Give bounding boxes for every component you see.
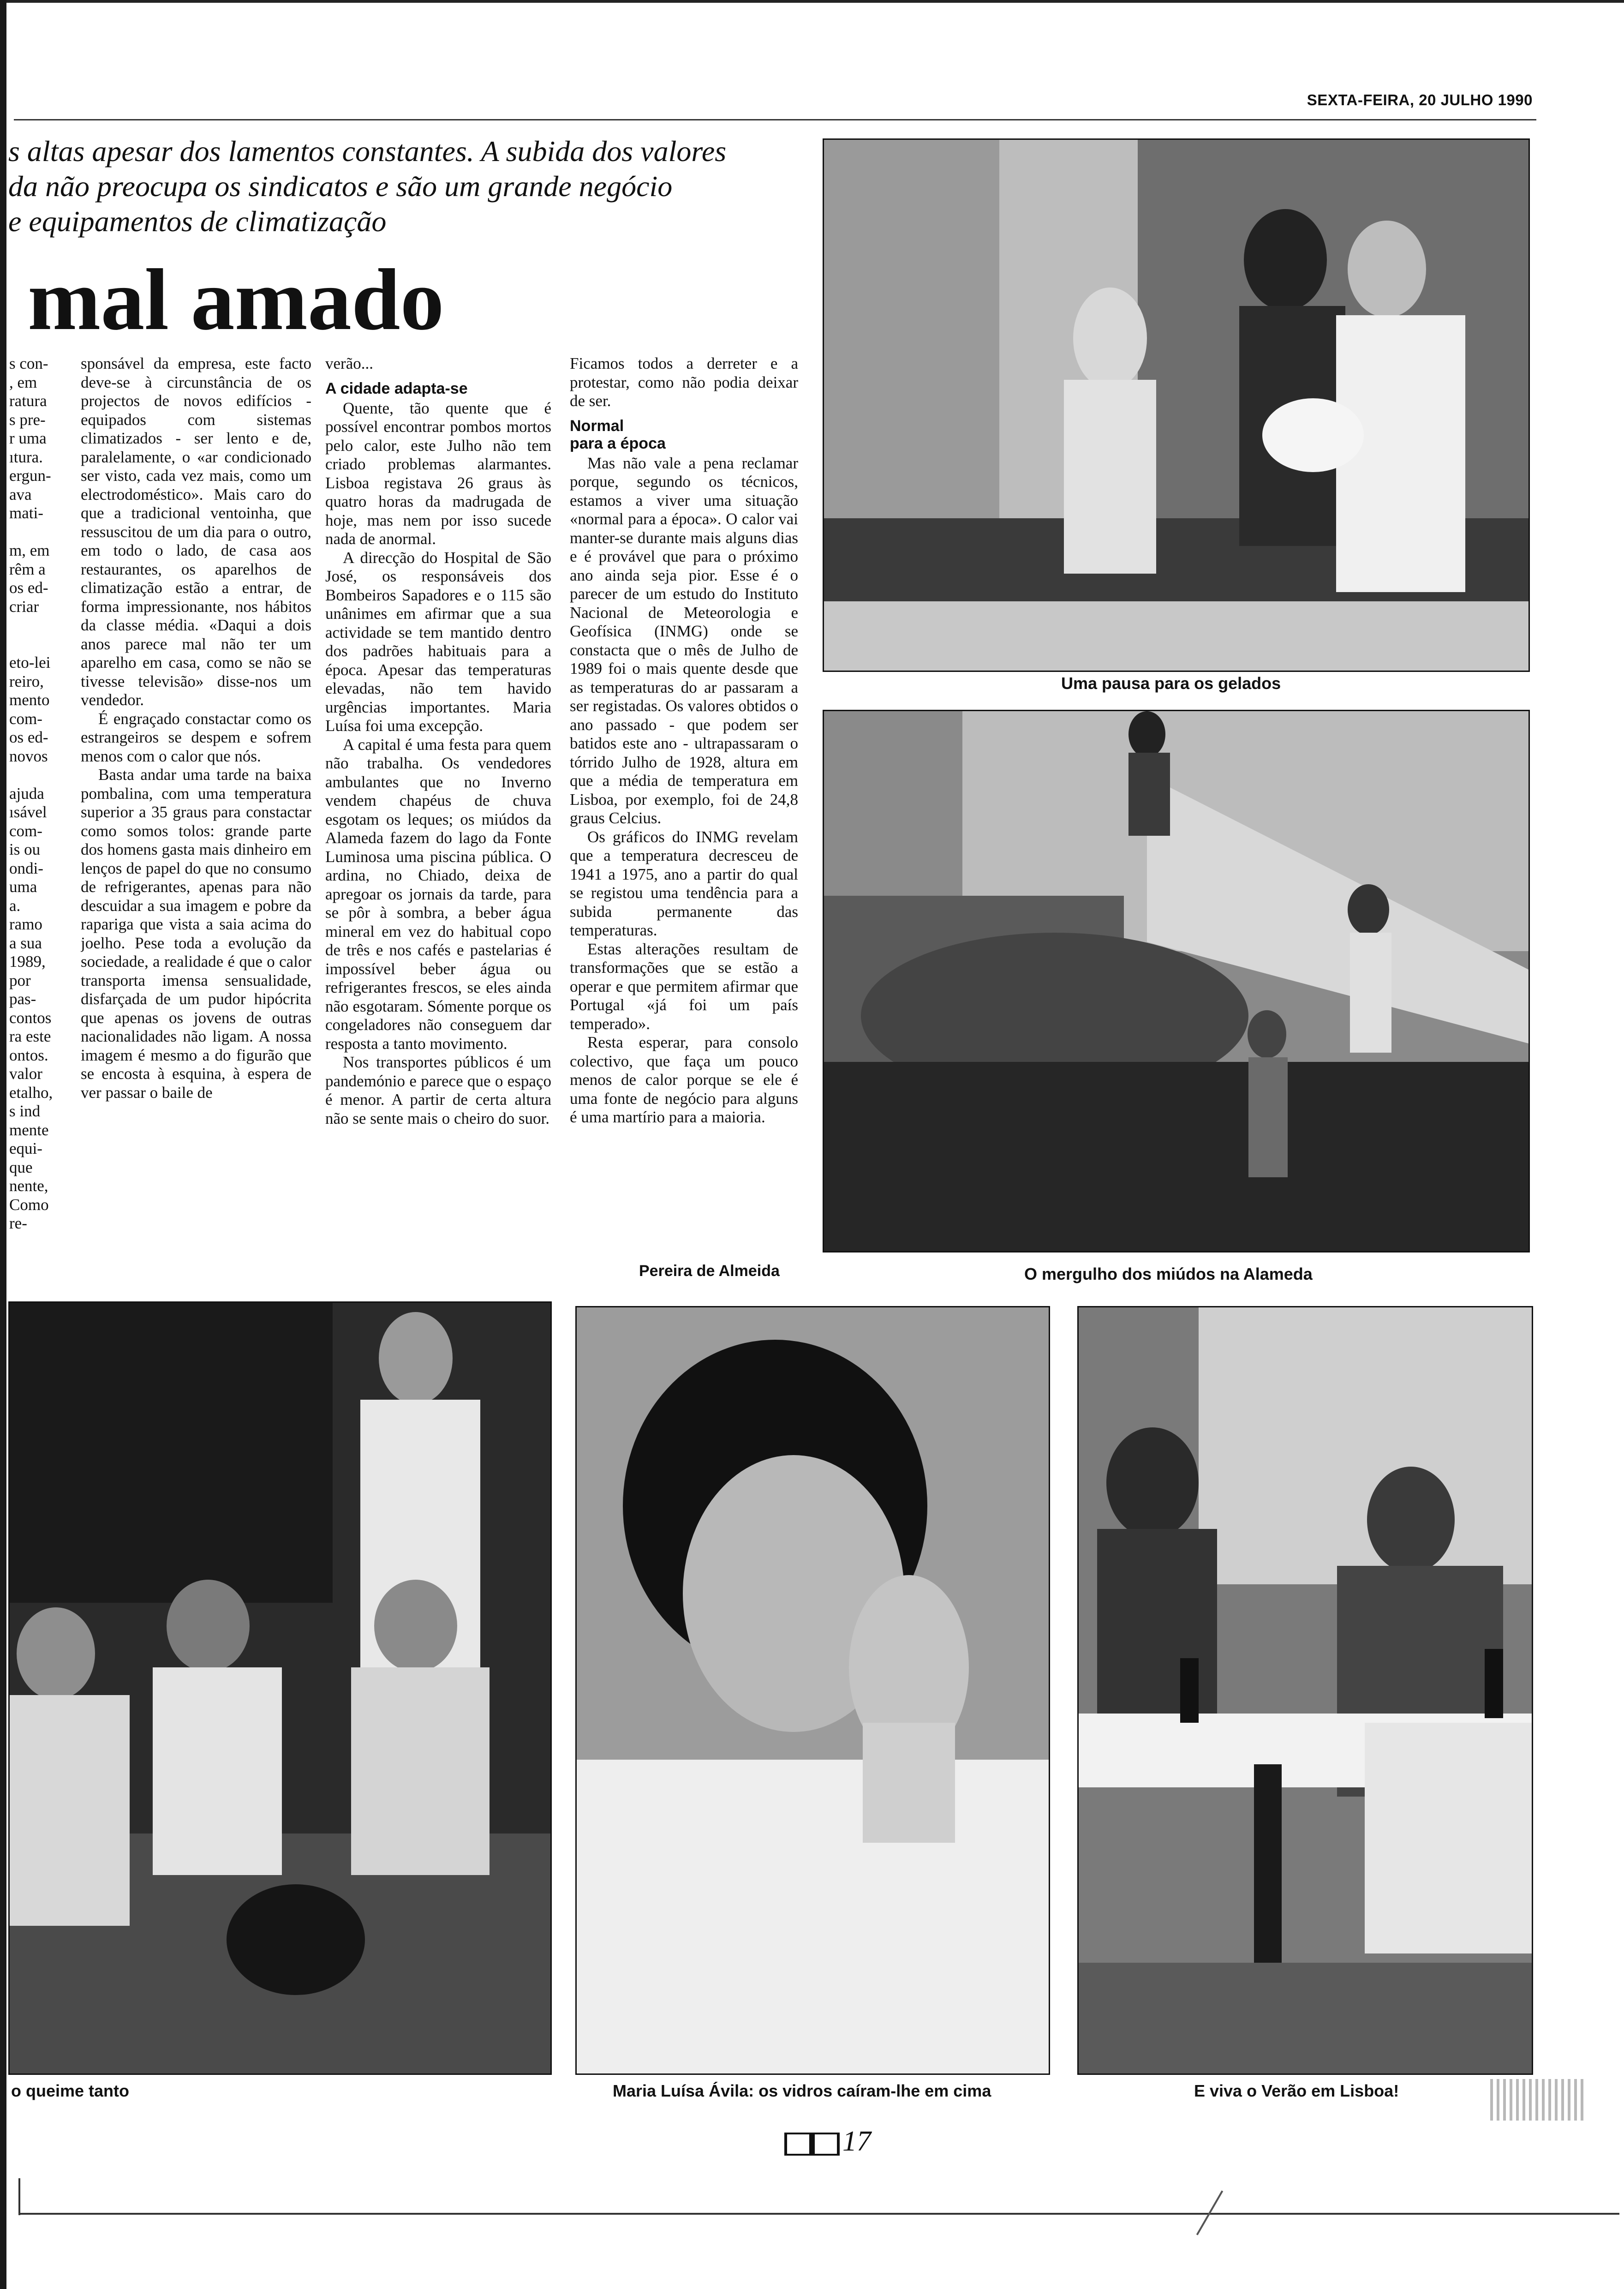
fragment-line: mento	[9, 691, 50, 709]
paragraph: Estas alterações resultam de transformações que se estão a operar e que permitem afirmar que Portugal «já foi um país temperado».	[570, 940, 798, 1033]
page-date: SEXTA-FEIRA, 20 JULHO 1990	[1307, 91, 1533, 108]
archive-stamp	[1490, 2079, 1587, 2121]
fragment-line: eto-lei	[9, 653, 51, 671]
fragment-line: mente	[9, 1121, 49, 1139]
paragraph: sponsável da empresa, este facto deve-se à circunstância de os projectos de novos edifícios - equipados com sistemas climatizados - ser lento e de, paralelamente, o «ar condicionado ser visto, cada vez mais, como um electrodoméstico». Mais caro do que a tradicional ventoinha, que ressuscitou de um dia para o outro, em todo o lado, de casa aos restaurantes, os aparelhos de climatização estão a entrar, de forma impressionante, nos hábitos da classe média. «Daqui a dois anos parece mal não ter um aparelho em casa, como se não se tivesse televisão» disse-nos um vendedor.	[81, 354, 311, 709]
fragment-line: por	[9, 971, 31, 989]
fragment-line: etalho,	[9, 1083, 53, 1102]
photo-alameda	[823, 710, 1530, 1252]
fragment-line: , em	[9, 373, 37, 391]
paragraph: Mas não vale a pena reclamar porque, segundo os técnicos, estamos a viver uma situação «normal para a época». O calor vai manter-se durante mais alguns dias e é provável que para o próximo ano ainda seja pior. Esse é o parecer de um estudo do Instituto Nacional de Meteorologia e Geofísica (INMG) onde se constacta que o mês de Julho de 1989 foi o mais quente desde que as temperaturas do ar passaram a ser registadas. Os valores obtidos o ano passado - que podem ser batidos este ano - ultrapassaram o tórrido Julho de 1928, altura em que a média de temperatura em Lisboa, por exemplo, foi de 24,8 graus Celcius.	[570, 454, 798, 827]
paragraph: Resta esperar, para consolo colectivo, que faça um pouco menos de calor porque se ele é uma fonte de negócio para alguns é uma martírio para a maioria.	[570, 1033, 798, 1126]
fragment-line: m, em	[9, 541, 50, 559]
paragraph: Nos transportes públicos é um pandemónio e parece que o espaço é menor. A partir de certa altura não se sente mais o cheiro do suor.	[325, 1053, 551, 1127]
photo-maria-luisa	[575, 1306, 1050, 2075]
fragment-line: ısável	[9, 803, 47, 821]
header-rule	[14, 119, 1536, 120]
top-border	[0, 0, 1624, 3]
fragment-line: ratura	[9, 392, 47, 410]
article-deck	[8, 134, 811, 239]
fragment-line: com-	[9, 821, 42, 840]
column-4	[570, 354, 798, 1277]
fragment-line: os ed-	[9, 728, 48, 746]
paragraph: Os gráficos do INMG revelam que a temperatura decresceu de 1941 a 1975, ano a partir do qual se registou uma tendência para a subida permanente das temperaturas.	[570, 827, 798, 939]
byline: Pereira de Almeida	[639, 1262, 780, 1280]
fragment-line: ergun-	[9, 467, 51, 485]
scan-edge	[0, 0, 6, 2289]
fragment-line: a sua	[9, 934, 42, 952]
fragment-line: s con-	[9, 354, 48, 372]
fragment-line: s pre-	[9, 410, 46, 429]
fragment-line	[9, 635, 65, 654]
fragment-line: criar	[9, 597, 39, 616]
fragment-line: novos	[9, 747, 48, 765]
paragraph: Quente, tão quente que é possível encontrar pombos mortos pelo calor, este Julho não tem criado problemas alarmantes. Lisboa registava 26 graus às quatro horas da madrugada de hoje, mas nem por isso sucede nada de anormal.	[325, 399, 551, 548]
column-2	[81, 354, 311, 1284]
fragment-line: que	[9, 1158, 33, 1176]
fragment-line	[9, 523, 65, 542]
photo-grupo	[8, 1301, 552, 2075]
fragment-line: ra este	[9, 1027, 51, 1045]
fragment-line: re-	[9, 1214, 27, 1232]
caption-alameda: O mergulho dos miúdos na Alameda	[1024, 1264, 1313, 1283]
deck-line: e equipamentos de climatização	[8, 205, 387, 238]
fragment-line: ava	[9, 485, 32, 503]
fragment-line: r uma	[9, 429, 47, 447]
fragment-line: reiro,	[9, 672, 44, 690]
fragment-line: 1989,	[9, 953, 46, 971]
column-3	[325, 354, 551, 1284]
paragraph: Ficamos todos a derreter e a protestar, como não podia deixar de ser.	[570, 354, 798, 410]
fragment-line: com-	[9, 709, 42, 728]
photo-verao	[1077, 1306, 1533, 2075]
caption-tanto: o queime tanto	[11, 2081, 130, 2100]
column-1-fragments	[9, 354, 65, 1233]
paragraph: verão...	[325, 354, 373, 372]
headline: mal amado	[28, 252, 444, 348]
fragment-line: nente,	[9, 1177, 48, 1195]
fragment-line: ontos.	[9, 1046, 48, 1064]
page-folio	[784, 2125, 871, 2158]
bottom-rule	[18, 2213, 1619, 2215]
fragment-line	[9, 766, 65, 785]
subheading-normal: Normal	[570, 417, 624, 435]
fragment-line	[9, 616, 65, 635]
newspaper-logo-icon	[784, 2133, 840, 2156]
fragment-line: rêm a	[9, 560, 46, 578]
page-number: 17	[842, 2126, 871, 2157]
paragraph: A capital é uma festa para quem não trabalha. Os vendedores ambulantes que no Inverno vendem chapéus de chuva esgotam os leques; os miúdos da Alameda fazem do lago da Fonte Luminosa uma piscina pública. O ardina, no Chiado, deixa de apregoar os jornais da tarde, para se pôr à sombra, a beber água mineral em vez do habitual copo de três e nos cafés e pastelarias é impossível beber água ou refrigerantes frescos, se eles ainda não esgotaram. Sómente porque os congeladores não conseguem dar resposta a tanto movimento.	[325, 735, 551, 1053]
paragraph: A direcção do Hospital de São José, os responsáveis dos Bombeiros Sapadores e o 115 são unânimes em afirmar que a sua actividade se tem mantido dentro dos padrões habituais para a época. Apesar das temperaturas elevadas, não tem havido urgências importantes. Maria Luísa foi uma excepção.	[325, 548, 551, 735]
caption-maria-luisa: Maria Luísa Ávila: os vidros caíram-lhe em cima	[613, 2081, 991, 2100]
deck-line: s altas apesar dos lamentos constantes. A subida dos valores	[8, 135, 727, 168]
fragment-line: ondi-	[9, 859, 43, 877]
fragment-line: contos	[9, 1008, 52, 1027]
paragraph: Basta andar uma tarde na baixa pombalina, com uma temperatura superior a 35 graus para constactar como somos tolos: grande parte dos homens gasta mais dinheiro em lenços de papel do que no consumo de refrigerantes, apenas para não descuidar a sua imagem e pobre da rapariga que vista a saia acima do joelho. Pese toda a evolução da sociedade, a realidade é que o calor transporta imensa sensualidade, disfarçada de um pudor hipócrita que apenas os jovens de outras nacionalidades não ligam. A nossa imagem é mesmo a do figurão que se encosta à esquina, à espera de ver passar o baile de	[81, 766, 311, 1102]
subheading-cidade: A cidade adapta-se	[325, 379, 468, 397]
fragment-line: a.	[9, 896, 21, 915]
fragment-line: ramo	[9, 915, 42, 933]
fragment-line: Como	[9, 1195, 49, 1214]
fragment-line: valor	[9, 1065, 42, 1083]
fragment-line: ıtura.	[9, 448, 43, 466]
fragment-line: pas-	[9, 990, 36, 1008]
fragment-line: mati-	[9, 504, 43, 522]
caption-gelados: Uma pausa para os gelados	[1061, 674, 1281, 693]
caption-verao: E viva o Verão em Lisboa!	[1194, 2081, 1399, 2100]
fragment-line: ajuda	[9, 784, 44, 803]
subheading-epoca: para a época	[570, 434, 666, 452]
fragment-line: s ind	[9, 1102, 41, 1120]
deck-line: da não preocupa os sindicatos e são um grande negócio	[8, 170, 673, 203]
paragraph: É engraçado constactar como os estrangeiros se despem e sofrem menos com o calor que nós.	[81, 709, 311, 765]
fragment-line: equi-	[9, 1139, 42, 1157]
photo-gelados	[823, 138, 1530, 672]
crop-mark	[18, 2178, 20, 2215]
fragment-line: os ed-	[9, 579, 48, 597]
fragment-line: is ou	[9, 840, 41, 858]
fragment-line: uma	[9, 878, 37, 896]
